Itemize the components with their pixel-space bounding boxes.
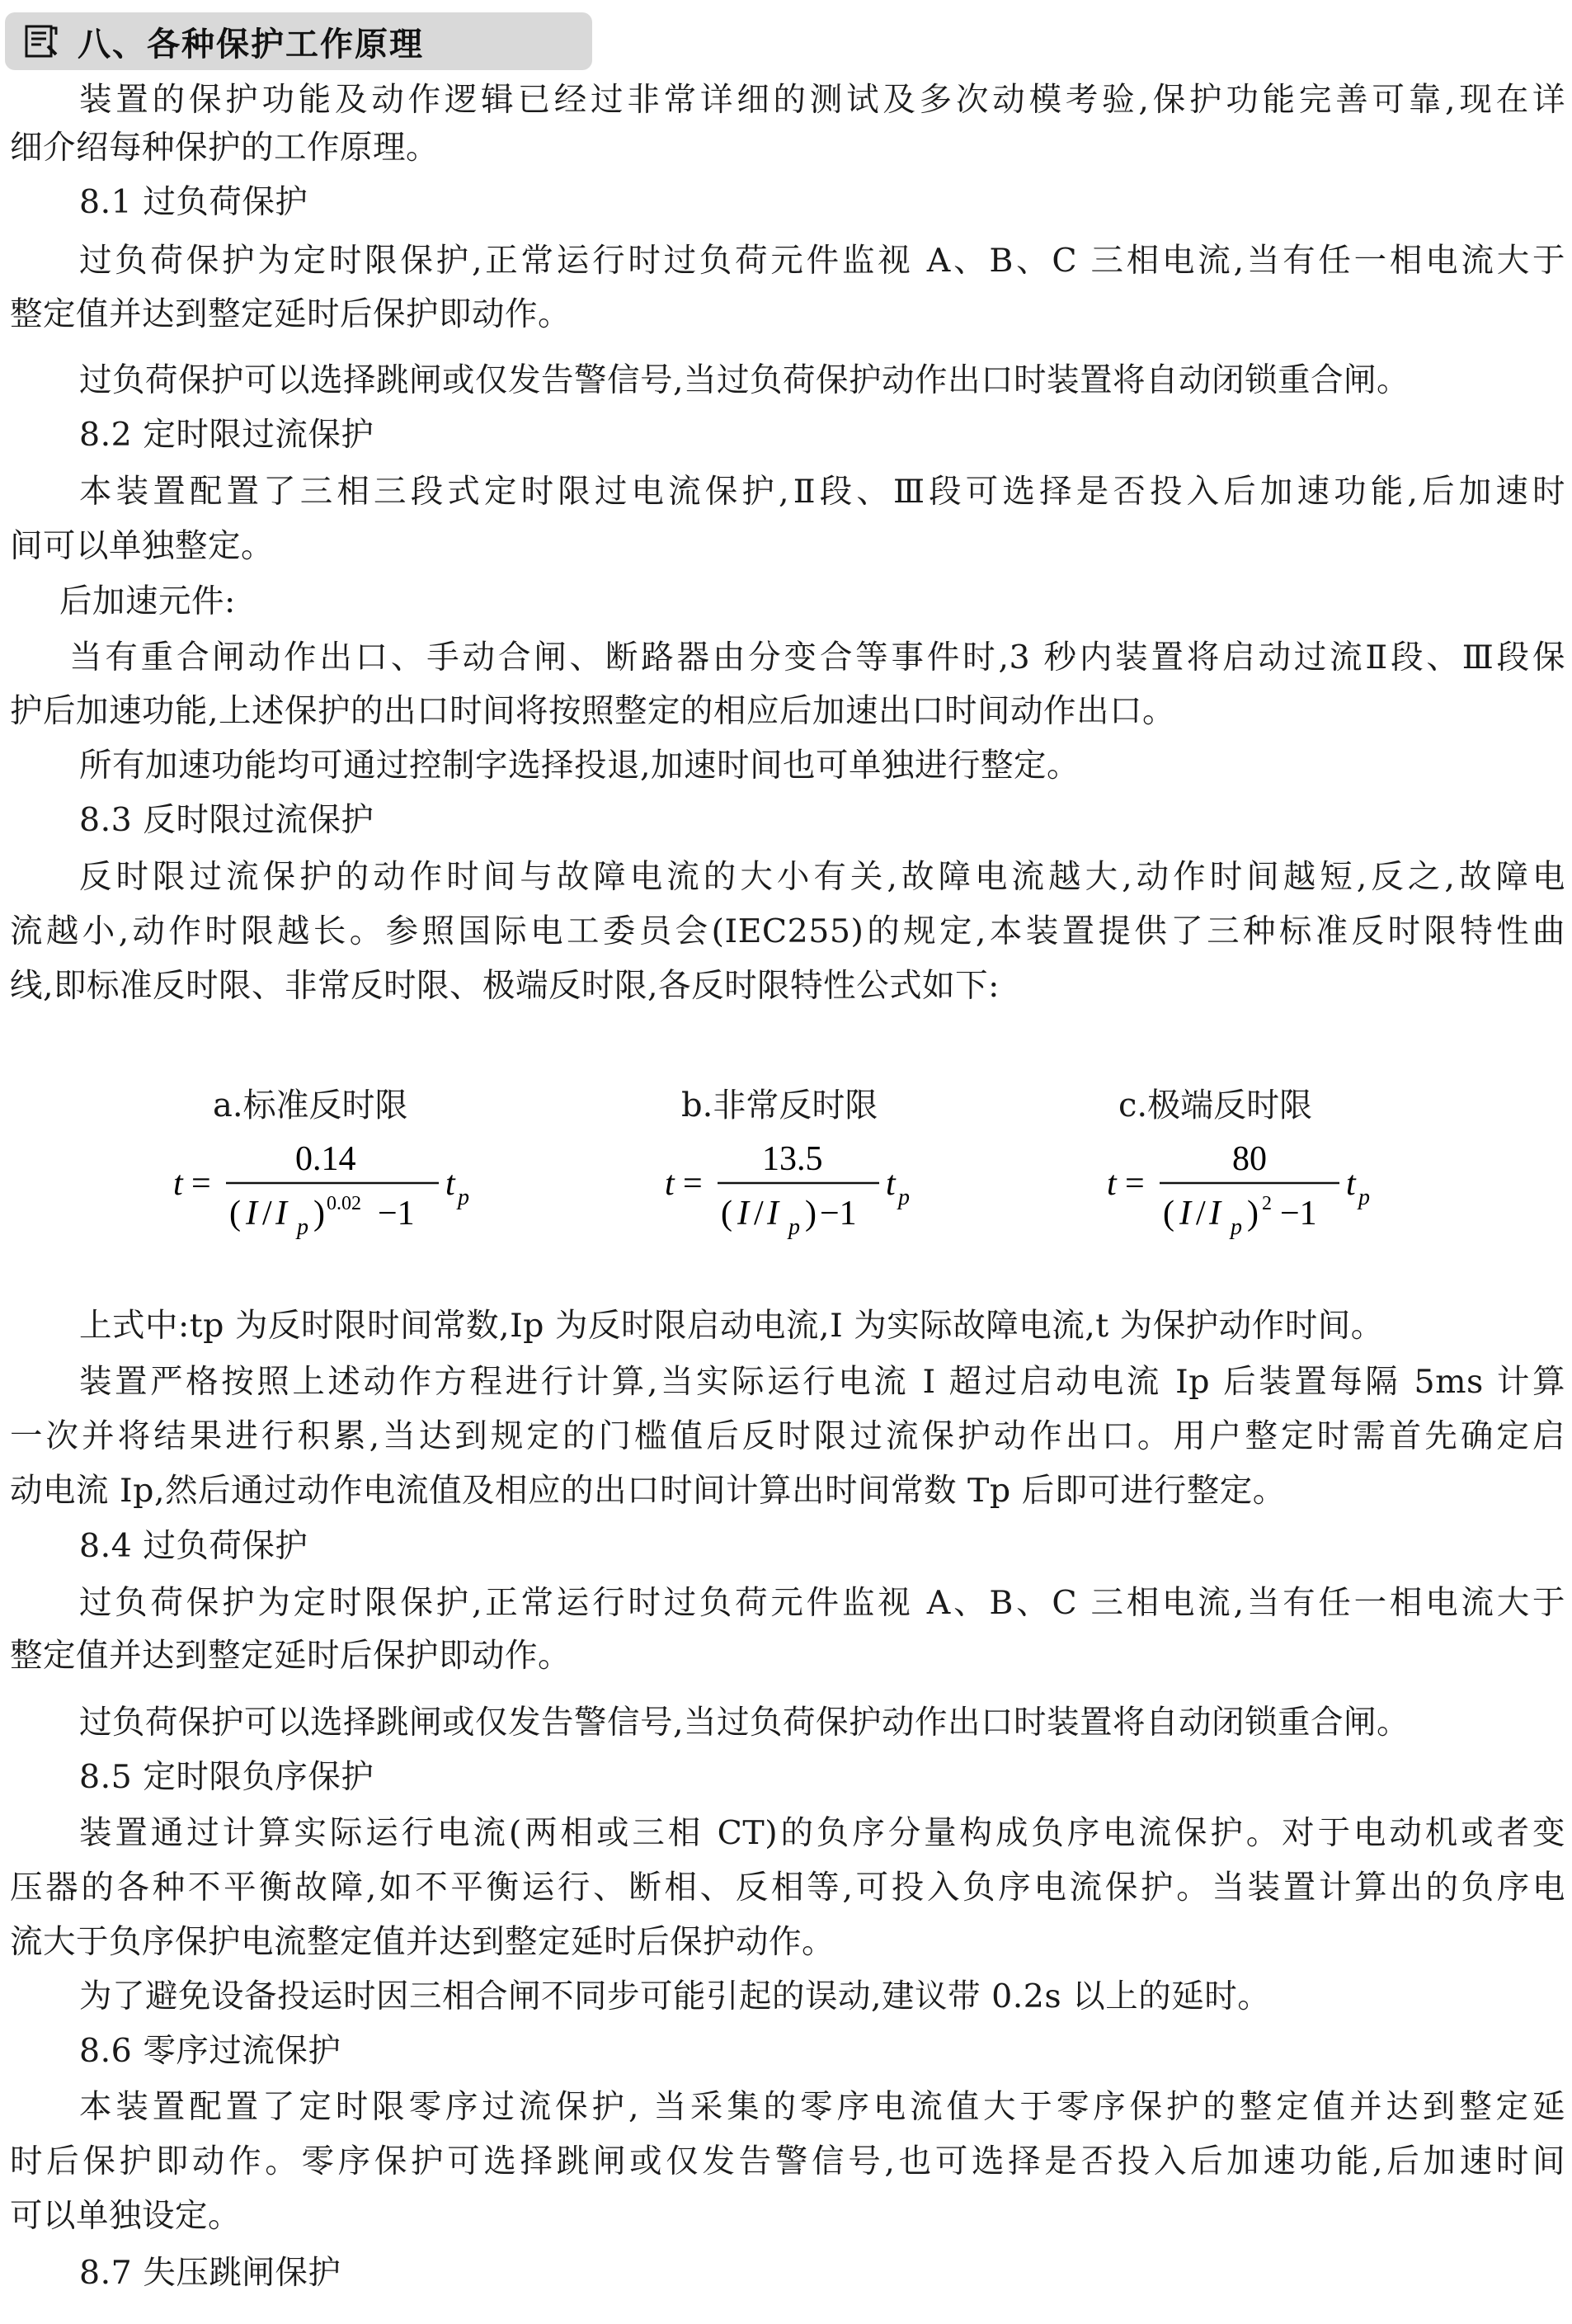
formula-c-lparen: ( [1163,1195,1174,1233]
formula-a-rparen: ) [313,1195,325,1233]
paragraph-line: 本装置配置了定时限零序过流保护, 当采集的零序电流值大于零序保护的整定值并达到整定延 [79,2088,1565,2126]
formula-a-Ip: I [275,1195,287,1233]
section-heading-8-1: 8.1 过负荷保护 [79,183,308,221]
paragraph-line: 流越小,动作时限越长。参照国际电工委员会(IEC255)的规定,本装置提供了三种标准反时限特性曲 [10,912,1565,950]
paragraph-line: 护后加速功能,上述保护的出口时间将按照整定的相应后加速出口时间动作出口。 [10,692,1176,730]
formula-c-numerator: 80 [1232,1140,1267,1178]
paragraph-line: 所有加速功能均可通过控制字选择投退,加速时间也可单独进行整定。 [79,747,1080,785]
paragraph-line: 过负荷保护可以选择跳闸或仅发告警信号,当过负荷保护动作出口时装置将自动闭锁重合闸。 [79,361,1410,399]
formula-c-minus-one: −1 [1280,1195,1317,1233]
paragraph-line: 反时限过流保护的动作时间与故障电流的大小有关,故障电流越大,动作时间越短,反之,故障电 [79,858,1565,896]
formula-a-label: a.标准反时限 [213,1087,408,1124]
paragraph-line: 过负荷保护为定时限保护,正常运行时过负荷元件监视 A、B、C 三相电流,当有任一相电流大于 [79,242,1565,280]
section-heading-8-4: 8.4 过负荷保护 [79,1527,308,1565]
formula-b-tp: t [886,1165,896,1203]
formula-a [173,1140,469,1240]
paragraph-line: 时后保护即动作。零序保护可选择跳闸或仅发告警信号,也可选择是否投入后加速功能,后加速时间 [10,2143,1565,2180]
formula-c-Ip: I [1209,1195,1221,1233]
formula-c-Ip-sub: p [1231,1214,1242,1240]
subheading: 后加速元件: [59,582,236,620]
paragraph-line: 整定值并达到整定延时后保护即动作。 [10,295,571,333]
section-heading-8-2: 8.2 定时限过流保护 [79,416,374,454]
formula-c-tp: t [1346,1165,1356,1203]
paragraph-line: 间可以单独整定。 [10,527,274,565]
paragraph-line: 本装置配置了三相三段式定时限过电流保护,Ⅱ段、Ⅲ段可选择是否投入后加速功能,后加速时 [79,473,1565,511]
formula-c-lhs: t [1107,1165,1117,1203]
formula-b-tp-sub: p [898,1185,910,1210]
section-heading-8-3: 8.3 反时限过流保护 [79,801,374,839]
formula-b-numerator: 13.5 [762,1140,823,1178]
formula-b-eq: = [683,1165,703,1203]
paragraph-line: 装置通过计算实际运行电流(两相或三相 CT)的负序分量构成负序电流保护。对于电动机或者变 [79,1814,1565,1852]
paragraph-line: 过负荷保护为定时限保护,正常运行时过负荷元件监视 A、B、C 三相电流,当有任一相电流大于 [79,1584,1565,1622]
paragraph-line: 线,即标准反时限、非常反时限、极端反时限,各反时限特性公式如下: [10,967,1000,1005]
paragraph-line: 过负荷保护可以选择跳闸或仅发告警信号,当过负荷保护动作出口时装置将自动闭锁重合闸。 [79,1704,1410,1742]
formula-b-lhs: t [665,1165,675,1203]
formula-a-I: I [246,1195,257,1233]
formula-a-minus-one: −1 [378,1195,415,1233]
paragraph-line: 当有重合闸动作出口、手动合闸、断路器由分变合等事件时,3 秒内装置将启动过流Ⅱ段、Ⅲ段保 [69,639,1565,676]
formula-a-tp-sub: p [458,1185,469,1210]
formula-b-Ip-sub: p [788,1214,800,1240]
paragraph-line: 可以单独设定。 [10,2197,241,2235]
paragraph-line: 压器的各种不平衡故障,如不平衡运行、断相、反相等,可投入负序电流保护。当装置计算出的负序电 [10,1869,1565,1907]
section-heading-8-7: 8.7 失压跳闸保护 [79,2254,341,2292]
formula-a-tp: t [445,1165,455,1203]
formula-a-lparen: ( [229,1195,241,1233]
section-heading-8-5: 8.5 定时限负序保护 [79,1758,374,1796]
formula-c-exponent: 2 [1262,1193,1272,1214]
paragraph-line: 一次并将结果进行积累,当达到规定的门槛值后反时限过流保护动作出口。用户整定时需首先确定启 [10,1417,1565,1455]
paragraph-line: 为了避免设备投运时因三相合闸不同步可能引起的误动,建议带 0.2s 以上的延时。 [79,1978,1271,2015]
formula-c-label: c.极端反时限 [1118,1087,1313,1124]
section-title: 八、各种保护工作原理 [78,25,424,64]
paragraph-line: 装置严格按照上述动作方程进行计算,当实际运行电流 I 超过启动电流 Ip 后装置每隔 5ms 计算 [79,1363,1565,1401]
formula-b-rparen: ) [805,1195,817,1233]
formula-c-I: I [1179,1195,1191,1233]
formula-b-lparen: ( [721,1195,732,1233]
formula-b-slash: / [754,1195,764,1233]
formula-c-tp-sub: p [1358,1185,1370,1210]
paragraph-line: 动电流 Ip,然后通过动作电流值及相应的出口时间计算出时间常数 Tp 后即可进行整定。 [10,1472,1286,1510]
formula-b-label: b.非常反时限 [681,1087,878,1124]
formula-a-lhs: t [173,1165,183,1203]
formula-a-numerator: 0.14 [295,1140,356,1178]
formula-a-eq: = [191,1165,211,1203]
paragraph-line: 上式中:tp 为反时限时间常数,Ip 为反时限启动电流,I 为实际故障电流,t 为保护动作时间。 [79,1307,1384,1345]
paragraph-line: 装置的保护功能及动作逻辑已经过非常详细的测试及多次动模考验,保护功能完善可靠,现在详 [79,81,1565,119]
formula-c-slash: / [1196,1195,1206,1233]
paragraph-line: 整定值并达到整定延时后保护即动作。 [10,1637,571,1675]
paragraph-line: 细介绍每种保护的工作原理。 [10,129,439,167]
formula-b [665,1140,910,1240]
formula-b-minus-one: −1 [820,1195,857,1233]
formula-c-rparen: ) [1247,1195,1259,1233]
formula-b-Ip: I [767,1195,779,1233]
formula-c [1107,1140,1370,1240]
section-heading-8-6: 8.6 零序过流保护 [79,2032,341,2070]
formula-a-Ip-sub: p [297,1214,308,1240]
formula-a-slash: / [262,1195,272,1233]
paragraph-line: 流大于负序保护电流整定值并达到整定延时后保护动作。 [10,1923,835,1961]
formula-a-exponent: 0.02 [327,1193,361,1214]
formula-b-I: I [737,1195,749,1233]
formula-c-eq: = [1125,1165,1145,1203]
